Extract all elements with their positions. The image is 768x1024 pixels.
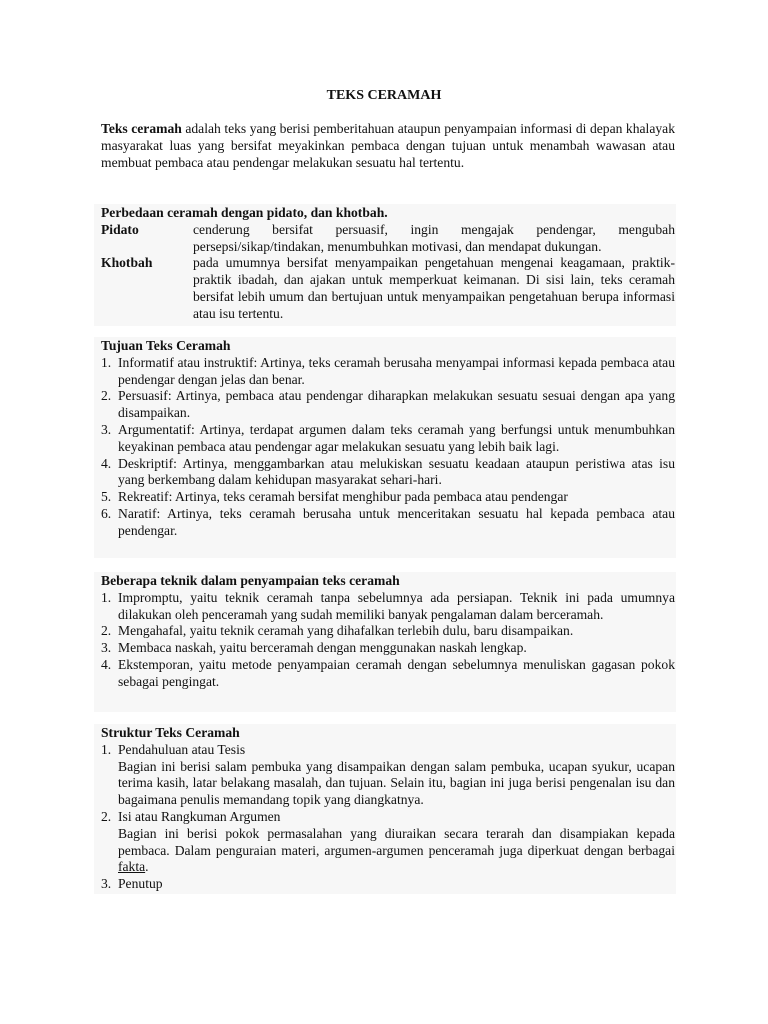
list-item: 4. Ekstemporan, yaitu metode penyampaian ceramah dengan sebelumnya menuliskan gagasan pokok sebagai pengingat. — [101, 656, 675, 689]
struktur-item-label: Pendahuluan atau Tesis — [118, 741, 246, 757]
definition-term: Pidato — [101, 221, 139, 237]
struktur-item-label: Isi atau Rangkuman Argumen — [118, 808, 281, 824]
list-item: 3. Membaca naskah, yaitu berceramah dengan menggunakan naskah lengkap. — [101, 640, 527, 656]
list-item: 5. Rekreatif: Artinya, teks ceramah bersifat menghibur pada pembaca atau pendengar — [101, 489, 568, 505]
definition-term: Khotbah — [101, 255, 153, 271]
list-item: 2. Mengahafal, yaitu teknik ceramah yang dihafalkan terlebih dulu, baru disampaikan. — [101, 623, 574, 639]
list-item: 3. Argumentatif: Artinya, terdapat argumen dalam teks ceramah yang berfungsi untuk menumbuhkan keyakinan pembaca atau pendengar agar melakukan sesuatu yang lebih baik lagi. — [101, 421, 675, 454]
list-item: 1. Impromptu, yaitu teknik ceramah tanpa sebelumnya ada persiapan. Teknik ini pada umumnya dilakukan oleh penceramah yang sudah memiliki banyak pengalaman dalam berceramah. — [101, 589, 675, 622]
struktur-item-desc: Bagian ini berisi pokok permasalahan yang diuraikan secara terarah dan disampiakan kepada pembaca. Dalam penguraian materi, argumen-argumen penceramah juga diperkuat dengan berbagai fakta. — [118, 825, 675, 875]
perbedaan-heading: Perbedaan ceramah dengan pidato, dan khotbah. — [101, 205, 388, 220]
teknik-heading: Beberapa teknik dalam penyampaian teks ceramah — [101, 573, 400, 588]
list-item: 3. Penutup — [101, 876, 163, 892]
section-tujuan — [101, 338, 675, 540]
section-teknik — [101, 573, 675, 691]
definition-desc: pada umumnya bersifat menyampaikan pengetahuan mengenai keagamaan, praktik-praktik ibadah, dan ajakan untuk memperkuat keimanan. Di sisi lain, teks ceramah bersifat lebih umum dan bertujuan untuk menyampaikan pengetahuan berupa informasi atau isu tertentu. — [193, 255, 675, 321]
section-perbedaan — [101, 205, 675, 323]
intro-paragraph — [101, 121, 675, 171]
intro-text: adalah teks yang berisi pemberitahuan ataupun penyampaian informasi di depan khalayak masyarakat luas yang bersifat meyakinkan pembaca dengan tujuan untuk menambah wawasan atau membuat pembaca atau pendengar melakukan sesuatu hal tertentu. — [101, 121, 675, 170]
list-item: 2. Isi atau Rangkuman Argumen Bagian ini berisi pokok permasalahan yang diuraikan secara terarah dan disampiakan kepada pembaca. Dalam penguraian materi, argumen-argumen penceramah juga diperkuat dengan berbagai fakta. — [101, 808, 675, 875]
struktur-item-desc: Bagian ini berisi salam pembuka yang disampaikan dengan salam pembuka, ucapan syukur, ucapan terima kasih, latar belakang masalah, dan tujuan. Selain itu, bagian ini juga berisi pengenalan isu dan bagaimana penulis memandang topik yang diangkatnya. — [118, 758, 675, 808]
tujuan-list — [101, 355, 675, 540]
intro-lead: Teks ceramah — [101, 121, 182, 136]
list-item: 2. Persuasif: Artinya, pembaca atau pendengar diharapkan melakukan sesuatu sesuai dengan apa yang disampaikan. — [101, 388, 675, 421]
definition-row — [101, 255, 675, 322]
teknik-list — [101, 590, 675, 691]
list-item: 4. Deskriptif: Artinya, menggambarkan atau melukiskan sesuatu keadaan ataupun peristiwa atas isu yang berkembang dalam kehidupan masyarakat sehari-hari. — [101, 455, 675, 488]
list-item: 6. Naratif: Artinya, teks ceramah berusaha untuk menceritakan sesuatu hal kepada pembaca atau pendengar. — [101, 505, 675, 538]
document-title: TEKS CERAMAH — [326, 88, 442, 103]
section-struktur — [101, 725, 675, 893]
definition-desc: cenderung bersifat persuasif, ingin mengajak pendengar, mengubah persepsi/sikap/tindakan, menumbuhkan motivasi, dan mendapat dukungan. — [193, 221, 675, 254]
struktur-list — [101, 742, 675, 893]
definition-row — [101, 222, 675, 256]
tujuan-heading: Tujuan Teks Ceramah — [101, 338, 231, 353]
fakta-link[interactable]: fakta — [118, 859, 146, 875]
list-item: 1. Informatif atau instruktif: Artinya, teks ceramah berusaha menyampai informasi kepada pembaca atau pendengar dengan jelas dan benar. — [101, 354, 675, 387]
struktur-item-label: Penutup — [118, 876, 163, 892]
list-item: 1. Pendahuluan atau Tesis Bagian ini berisi salam pembuka yang disampaikan dengan salam pembuka, ucapan syukur, ucapan terima kasih, latar belakang masalah, dan tujuan. Selain itu, bagian ini juga berisi pengenalan isu dan bagaimana penulis memandang topik yang diangkatnya. — [101, 741, 675, 808]
struktur-heading: Struktur Teks Ceramah — [101, 725, 240, 740]
